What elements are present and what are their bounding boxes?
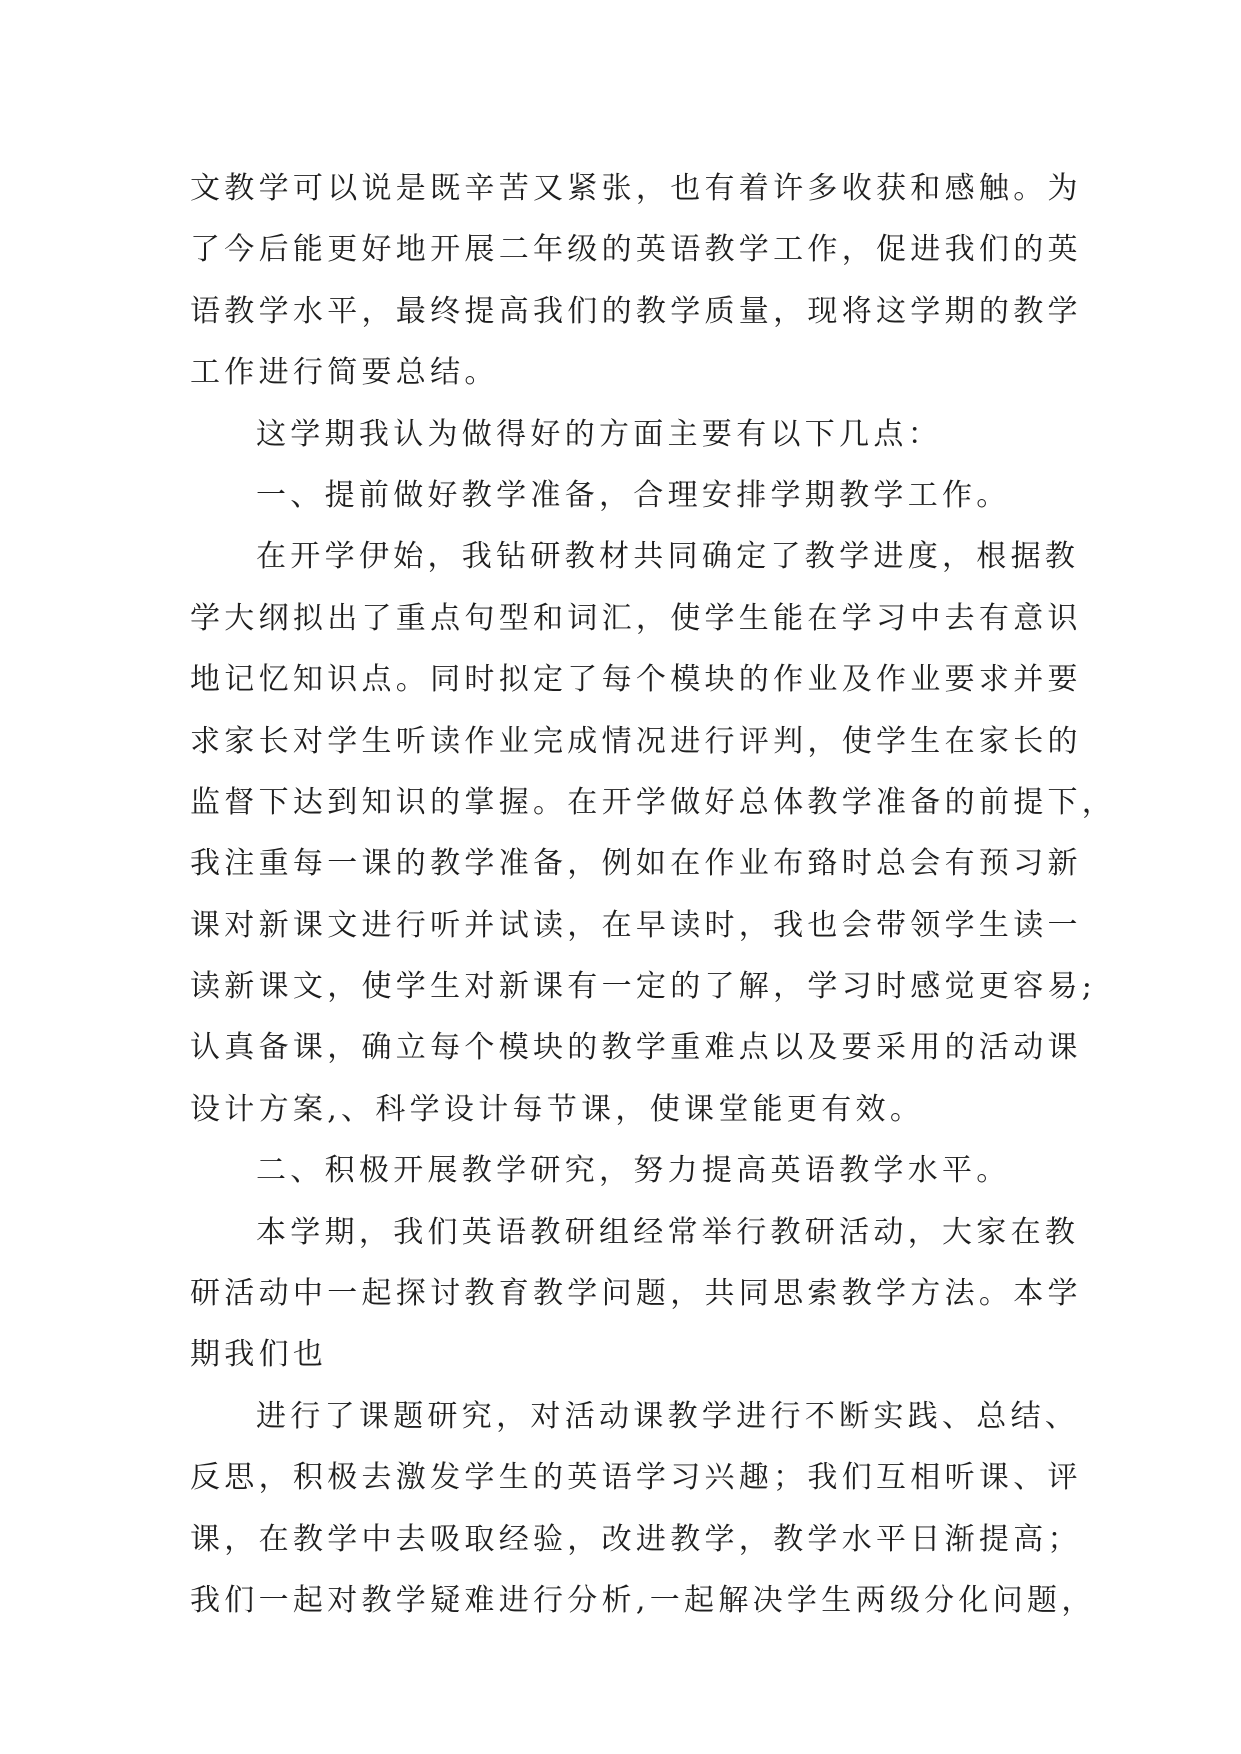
section-heading: 二、积极开展教学研究，努力提高英语教学水平。 <box>256 1153 1011 1189</box>
text-line: 课对新课文进行听并试读，在早读时，我也会带领学生读一 <box>190 907 1082 943</box>
text-line: 我们一起对教学疑难进行分析,一起解决学生两级分化问题， <box>190 1582 1096 1618</box>
section-heading: 一、提前做好教学准备，合理安排学期教学工作。 <box>256 477 1011 513</box>
text-line: 求家长对学生听读作业完成情况进行评判，使学生在家长的 <box>190 723 1082 759</box>
text-line: 读新课文，使学生对新课有一定的了解，学习时感觉更容易; <box>190 969 1097 1005</box>
text-line: 了今后能更好地开展二年级的英语教学工作，促进我们的英 <box>190 232 1082 268</box>
text-line: 在开学伊始，我钻研教材共同确定了教学进度，根据教 <box>256 539 1080 575</box>
text-line: 监督下达到知识的掌握。在开学做好总体教学准备的前提下， <box>190 784 1117 820</box>
text-line: 文教学可以说是既辛苦又紧张，也有着许多收获和感触。为 <box>190 171 1082 206</box>
text-line: 地记忆知识点。同时拟定了每个模块的作业及作业要求并要 <box>190 662 1082 698</box>
text-line: 研活动中一起探讨教育教学问题，共同思索教学方法。本学 <box>190 1276 1082 1312</box>
text-line: 期我们也 <box>190 1337 328 1373</box>
body-text <box>190 158 1117 1631</box>
text-line: 进行了课题研究，对活动课教学进行不断实践、总结、 <box>256 1398 1080 1434</box>
text-line: 反思，积极去激发学生的英语学习兴趣；我们互相听课、评 <box>190 1460 1082 1496</box>
text-line: 本学期，我们英语教研组经常举行教研活动，大家在教 <box>256 1214 1080 1250</box>
text-line: 认真备课，确立每个模块的教学重难点以及要采用的活动课 <box>190 1030 1082 1066</box>
text-line: 这学期我认为做得好的方面主要有以下几点： <box>256 416 942 452</box>
text-line: 语教学水平，最终提高我们的教学质量，现将这学期的教学 <box>190 293 1082 329</box>
text-line: 工作进行简要总结。 <box>190 355 499 391</box>
text-line: 我注重每一课的教学准备，例如在作业布臵时总会有预习新 <box>190 846 1082 882</box>
text-line: 设计方案,、科学设计每节课，使课堂能更有效。 <box>190 1091 925 1127</box>
text-line: 课，在教学中去吸取经验，改进教学，教学水平日渐提高； <box>190 1521 1082 1557</box>
text-line: 学大纲拟出了重点句型和词汇，使学生能在学习中去有意识 <box>190 600 1082 636</box>
